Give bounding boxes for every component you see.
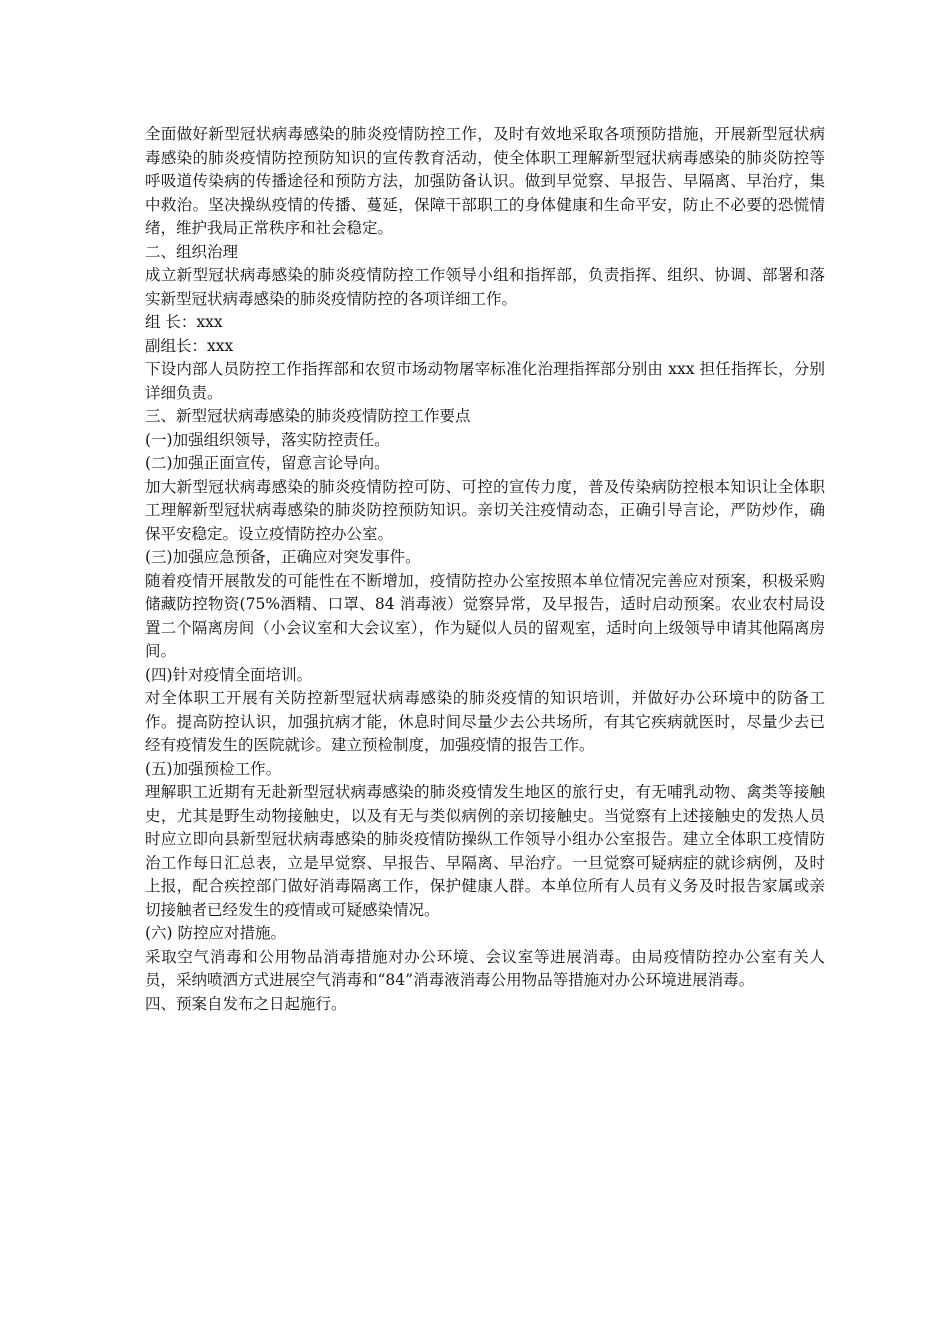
organization-paragraph: 成立新型冠状病毒感染的肺炎疫情防控工作领导小组和指挥部，负责指挥、组织、协调、部署和落实新型冠状病毒感染的肺炎疫情防控的各项详细工作。 (145, 266, 825, 308)
command-structure-paragraph: 下设内部人员防控工作指挥部和农贸市场动物屠宰标准化治理指挥部分别由 xxx 担任指挥长，分别详细负责。 (145, 360, 825, 402)
deputy-leader-line: 副组长：xxx (145, 336, 234, 355)
training-paragraph: 对全体职工开展有关防控新型冠状病毒感染的肺炎疫情的知识培训，并做好办公环境中的防备工作。提高防控认识，加强抗病才能，休息时间尽量少去公共场所，有其它疾病就医时，尽量少去已经有疫情发生的医院就诊。建立预检制度，加强疫情的报告工作。 (145, 689, 825, 754)
subheading-emergency: (三)加强应急预备，正确应对突发事件。 (145, 548, 421, 566)
section-heading-organization: 二、组织治理 (145, 242, 239, 261)
section-heading-key-points: 三、新型冠状病毒感染的肺炎疫情防控工作要点 (145, 407, 471, 425)
subheading-measures: (六) 防控应对措施。 (145, 924, 287, 942)
subheading-publicity: (二)加强正面宣传，留意言论导向。 (145, 454, 390, 472)
screening-paragraph: 理解职工近期有无赴新型冠状病毒感染的肺炎疫情发生地区的旅行史，有无哺乳动物、禽类等接触史，尤其是野生动物接触史，以及有无与类似病例的亲切接触史。当觉察有上述接触史的发热人员时应立即向县新型冠状病毒感染的肺炎疫情防操纵工作领导小组办公室报告。建立全体职工疫情防治工作每日汇总表，立是早觉察、早报告、早隔离、早治疗。一旦觉察可疑病症的就诊病例，及时上报，配合疾控部门做好消毒隔离工作，保护健康人群。本单位所有人员有义务及时报告家属或亲切接触者已经发生的疫情或可疑感染情况。 (145, 783, 825, 919)
section-heading-effective-date: 四、预案自发布之日起施行。 (145, 994, 347, 1013)
publicity-paragraph: 加大新型冠状病毒感染的肺炎疫情防控可防、可控的宣传力度，普及传染病防控根本知识让全体职工理解新型冠状病毒感染的肺炎防控预防知识。亲切关注疫情动态，正确引导言论，严防炒作，确保平安稳定。设立疫情防控办公室。 (145, 477, 825, 543)
subheading-training: (四)针对疫情全面培训。 (145, 665, 313, 684)
team-leader-line: 组 长：xxx (145, 313, 223, 331)
document-body (145, 123, 825, 1016)
intro-paragraph: 全面做好新型冠状病毒感染的肺炎疫情防控工作，及时有效地采取各项预防措施，开展新型冠状病毒感染的肺炎疫情防控预防知识的宣传教育活动，使全体职工理解新型冠状病毒感染的肺炎防控等呼吸道传染病的传播途径和预防方法，加强防备认识。做到早觉察、早报告、早隔离、早治疗，集中救治。坚决操纵疫情的传播、蔓延，保障干部职工的身体健康和生命平安，防止不必要的恐慌情绪，维护我局正常秩序和社会稳定。 (145, 125, 825, 237)
measures-paragraph: 采取空气消毒和公用物品消毒措施对办公环境、会议室等进展消毒。由局疫情防控办公室有关人员，采纳喷洒方式进展空气消毒和“84”消毒液消毒公用物品等措施对办公环境进展消毒。 (145, 947, 825, 989)
emergency-paragraph: 随着疫情开展散发的可能性在不断增加，疫情防控办公室按照本单位情况完善应对预案，积极采购储藏防控物资(75%酒精、口罩、84 消毒液）觉察异常，及早报告，适时启动预案。农业农村局设置二个隔离房间（小会议室和大会议室），作为疑似人员的留观室，适时向上级领导申请其他隔离房间。 (145, 571, 825, 660)
subheading-leadership: (一)加强组织领导，落实防控责任。 (145, 430, 390, 449)
subheading-screening: (五)加强预检工作。 (145, 759, 282, 778)
